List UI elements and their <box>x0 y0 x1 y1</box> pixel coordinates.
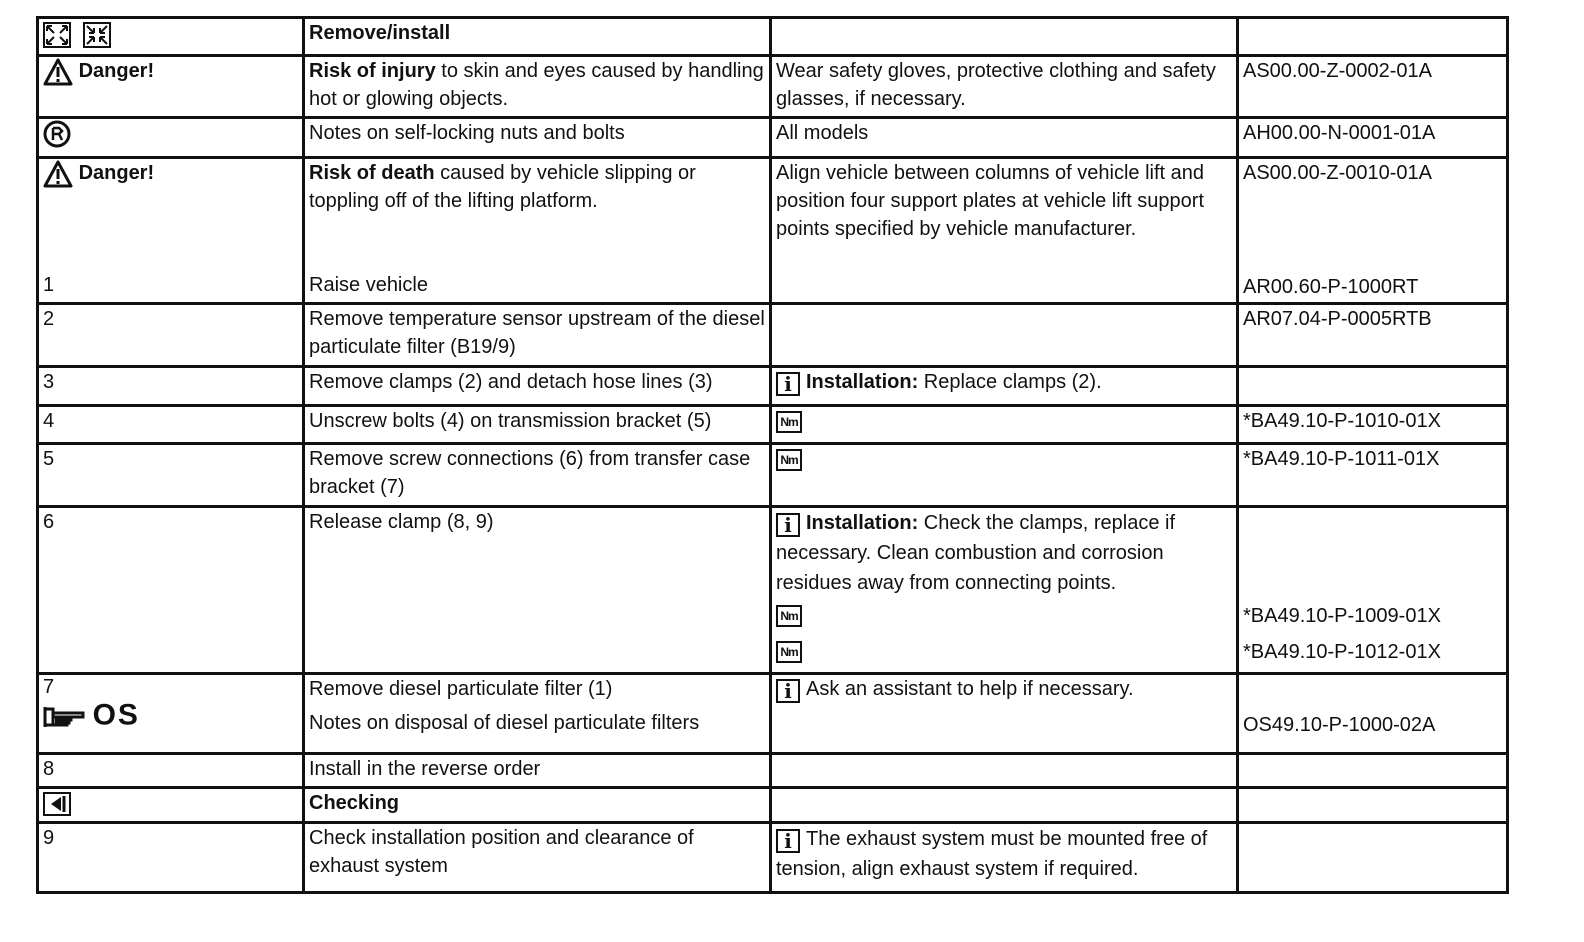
info-icon: i <box>776 513 800 537</box>
check-flag-icon <box>43 792 71 816</box>
step-number: 6 <box>38 507 304 674</box>
step-text: Remove diesel particulate filter (1) <box>309 678 613 700</box>
table-row <box>38 823 1508 893</box>
nut-bolt-note-icon <box>43 120 71 148</box>
step-text: Check installation position and clearance of exhaust system <box>304 823 771 893</box>
reference-code-cell <box>1238 507 1508 674</box>
danger-cell <box>38 158 304 304</box>
step-note: i Installation: Replace clamps (2). <box>771 367 1238 406</box>
table-row <box>38 158 1508 304</box>
reference-code <box>1238 788 1508 823</box>
reference-code-cell <box>1238 158 1508 304</box>
step-text: Remove clamps (2) and detach hose lines (3) <box>304 367 771 406</box>
reference-code: AH00.00-N-0001-01A <box>1238 118 1508 158</box>
table-row <box>38 754 1508 788</box>
step-text: Unscrew bolts (4) on transmission bracket (5) <box>304 406 771 444</box>
reference-code-cell <box>1238 674 1508 754</box>
info-icon: i <box>776 829 800 853</box>
checking-title: Checking <box>304 788 771 823</box>
info-icon: i <box>776 679 800 703</box>
reference-code: AS00.00-Z-0010-01A <box>1243 162 1433 184</box>
step-number-cell <box>38 674 304 754</box>
checking-header-row <box>38 788 1508 823</box>
step-note <box>771 304 1238 367</box>
step-number: 8 <box>38 754 304 788</box>
os-label: OS <box>92 698 140 732</box>
step-number: 7 <box>43 676 55 698</box>
step-note: i Ask an assistant to help if necessary. <box>771 674 1238 754</box>
step-note <box>771 406 1238 444</box>
warning-triangle-icon <box>43 58 73 86</box>
checking-icon-cell <box>38 788 304 823</box>
step-number: 9 <box>38 823 304 893</box>
reference-code <box>1238 754 1508 788</box>
pointing-hand-icon <box>43 703 87 729</box>
notes-text: Notes on self-locking nuts and bolts <box>304 118 771 158</box>
step-text-cell <box>304 674 771 754</box>
safety-action: Align vehicle between columns of vehicle lift and position four support plates at vehicle lift support points specified by vehicle manufacturer. <box>771 158 1238 304</box>
reference-code: AS00.00-Z-0002-01A <box>1238 56 1508 118</box>
header-empty-4 <box>1238 18 1508 56</box>
step-number: 4 <box>38 406 304 444</box>
reference-code: *BA49.10-P-1012-01X <box>1243 641 1441 663</box>
reference-code: *BA49.10-P-1009-01X <box>1243 605 1441 627</box>
step-text: Raise vehicle <box>309 274 428 296</box>
step-text: Remove screw connections (6) from transfer case bracket (7) <box>304 444 771 507</box>
hazard-description: Risk of injury to skin and eyes caused by handling hot or glowing objects. <box>304 56 771 118</box>
step-note: i The exhaust system must be mounted free of tension, align exhaust system if required. <box>771 823 1238 893</box>
header-icons-cell <box>38 18 304 56</box>
table-row <box>38 507 1508 674</box>
warning-triangle-icon <box>43 160 73 188</box>
step-number: 1 <box>43 274 55 296</box>
info-icon: i <box>776 372 800 396</box>
table-row <box>38 444 1508 507</box>
step-note <box>771 444 1238 507</box>
torque-nm-icon: Nm <box>776 411 802 433</box>
step-text: Release clamp (8, 9) <box>304 507 771 674</box>
step-reference-code: AR00.60-P-1000RT <box>1243 276 1419 298</box>
torque-nm-icon: Nm <box>776 641 802 663</box>
table-row <box>38 118 1508 158</box>
reference-code: *BA49.10-P-1011-01X <box>1238 444 1508 507</box>
reference-code <box>1238 823 1508 893</box>
install-arrows-icon <box>83 22 111 48</box>
danger-cell <box>38 56 304 118</box>
table-row <box>38 304 1508 367</box>
table-row <box>38 56 1508 118</box>
torque-nm-icon: Nm <box>776 449 802 471</box>
notes-scope: All models <box>771 118 1238 158</box>
step-number: 2 <box>38 304 304 367</box>
table-row <box>38 674 1508 754</box>
step-note: i Installation: Check the clamps, replace if necessary. Clean combustion and corrosion residues away from connecting points. Nm Nm <box>771 507 1238 674</box>
remove-arrows-icon <box>43 22 71 48</box>
danger-label: Danger! <box>78 60 155 82</box>
notes-icon-cell <box>38 118 304 158</box>
step-text: Remove temperature sensor upstream of the diesel particulate filter (B19/9) <box>304 304 771 367</box>
danger-label: Danger! <box>78 162 155 184</box>
disposal-notes-text: Notes on disposal of diesel particulate filters <box>309 712 700 734</box>
procedure-table <box>36 16 1509 894</box>
step-note <box>771 788 1238 823</box>
hazard-description: Risk of death caused by vehicle slipping or toppling off of the lifting platform. Raise vehicle <box>304 158 771 304</box>
safety-action: Wear safety gloves, protective clothing and safety glasses, if necessary. <box>771 56 1238 118</box>
reference-code: OS49.10-P-1000-02A <box>1243 714 1436 736</box>
step-note <box>771 754 1238 788</box>
step-number: 5 <box>38 444 304 507</box>
table-row <box>38 367 1508 406</box>
reference-code: *BA49.10-P-1010-01X <box>1238 406 1508 444</box>
torque-nm-icon: Nm <box>776 605 802 627</box>
table-row <box>38 406 1508 444</box>
header-title: Remove/install <box>304 18 771 56</box>
step-text: Install in the reverse order <box>304 754 771 788</box>
step-number: 3 <box>38 367 304 406</box>
header-row <box>38 18 1508 56</box>
reference-code: AR07.04-P-0005RTB <box>1238 304 1508 367</box>
reference-code <box>1238 367 1508 406</box>
header-empty-3 <box>771 18 1238 56</box>
